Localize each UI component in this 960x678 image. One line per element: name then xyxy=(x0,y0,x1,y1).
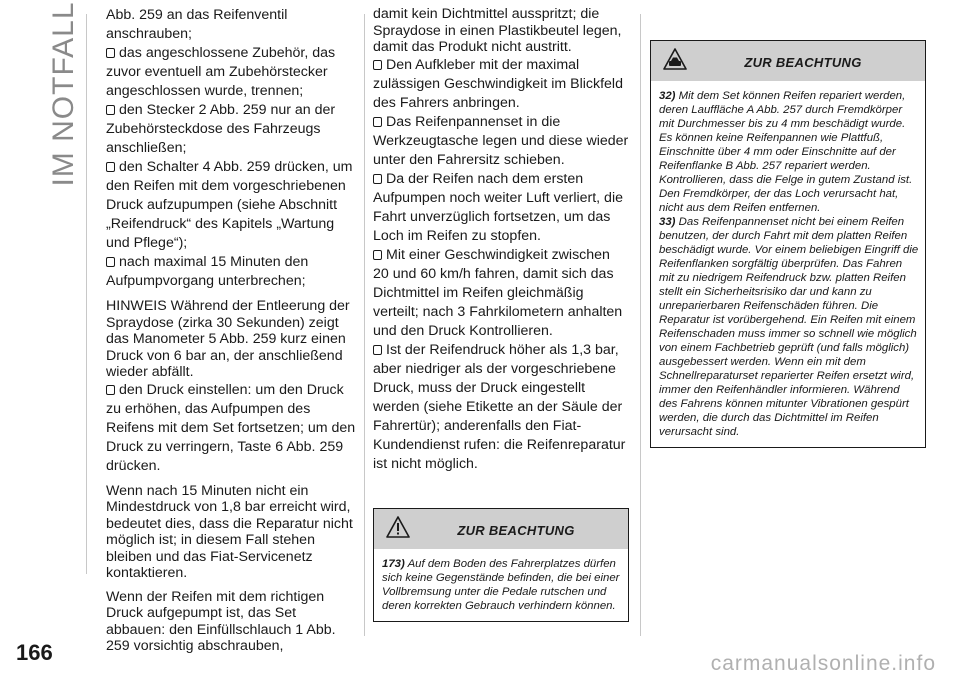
warning-box-header xyxy=(651,41,925,81)
list-item-text: den Stecker 2 Abb. 259 nur an der Zubehörsteckdose des Fahrzeugs anschließen; xyxy=(106,102,336,156)
bullet-icon xyxy=(373,60,382,70)
bullet-icon xyxy=(373,250,382,260)
column-divider xyxy=(86,14,87,574)
paragraph: Wenn nach 15 Minuten nicht ein Mindestdruck von 1,8 bar erreicht wird, bedeutet dies, dass die Reparatur nicht möglich ist; in diesem Fall stehen bleiben und das Fiat-Servicenetz kontaktieren. xyxy=(106,482,353,581)
list-item xyxy=(373,341,629,474)
bullet-icon xyxy=(106,48,115,58)
list-item xyxy=(106,101,356,158)
list-item-text: Da der Reifen nach dem ersten Aufpumpen noch weiter Luft verliert, die Fahrt unverzüglich fortsetzen, um das Loch im Reifen zu stopfen. xyxy=(373,170,623,244)
column-divider xyxy=(364,14,365,636)
bullet-icon xyxy=(106,257,115,267)
list-item xyxy=(373,113,629,170)
paragraph: damit kein Dichtmittel ausspritzt; die Spraydose in einen Plastikbeutel legen, damit das Produkt nicht austritt. xyxy=(373,6,622,55)
list-item-text: nach maximal 15 Minuten den Aufpumpvorgang unterbrechen; xyxy=(106,254,309,289)
note-text: Das Reifenpannenset nicht bei einem Reifen benutzen, der durch Fahrt mit dem platten Reifen beschädigt wurde. Vor einem beliebigen Eingriff die Reifenflanken sorgfältig überprüfen. Das Fahren mit zu niedrigem Reifendruck bzw. platten Reifen stellt ein Sicherheitsrisiko dar und kann zu unreparierbaren Reifenschäden führen. Die Reparatur ist vorübergehend. Ein Reifen mit einem Reifenschaden muss immer so schnell wie möglich von einem Fachbetrieb geprüft (und falls möglich) ausgebessert werden. Wenn ein mit dem Schnellreparaturset reparierter Reifen ersetzt wird, immer den Reifenhändler informieren. Während des Fahrens können mitunter Vibrationen gespürt werden, die durch das Dichtmittel im Reifen verursacht sind. xyxy=(659,216,919,438)
list-item-text: Den Aufkleber mit der maximal zulässigen Geschwindigkeit im Blickfeld des Fahrers anbringen. xyxy=(373,56,623,111)
text-column-3 xyxy=(650,40,926,448)
text-column-2 xyxy=(373,6,629,622)
text-column-1 xyxy=(106,6,356,655)
bullet-icon xyxy=(373,117,382,127)
bullet-icon xyxy=(106,162,115,172)
list-item-text: den Schalter 4 Abb. 259 drücken, um den Reifen mit dem vorgeschriebenen Druck aufzupumpen (siehe Abschnitt „Reifendruck“ des Kapitels „Wartung und Pflege“); xyxy=(106,159,353,251)
warning-box-header xyxy=(374,509,628,549)
list-item xyxy=(106,44,356,101)
warning-box xyxy=(373,508,629,622)
warning-box-title: ZUR BEACHTUNG xyxy=(744,55,862,70)
list-item-text: den Druck einstellen: um den Druck zu erhöhen, das Aufpumpen des Reifens mit dem Set fortsetzen; um den Druck zu verringern, Taste 6 Abb. 259 drücken. xyxy=(106,381,356,474)
paragraph: Abb. 259 an das Reifenventil anschrauben; xyxy=(106,7,288,42)
section-title xyxy=(44,1,84,187)
note-reference: 33) xyxy=(659,216,676,228)
watermark: carmanualsonline.info xyxy=(710,652,936,675)
column-divider xyxy=(640,14,641,636)
warning-box-title: ZUR BEACHTUNG xyxy=(457,522,575,538)
note-text: Auf dem Boden des Fahrerplatzes dürfen sich keine Gegenstände befinden, die bei einer Vollbremsung unter die Pedale rutschen und deren korrekten Gebrauch verhindern können. xyxy=(382,557,620,612)
list-item xyxy=(106,158,356,253)
note-reference: 32) xyxy=(659,90,676,102)
list-item-text: Das Reifenpannenset in die Werkzeugtasche legen und diese wieder unter den Fahrersitz schieben. xyxy=(373,113,629,168)
section-title-text: IM NOTFALL xyxy=(47,1,80,187)
list-item xyxy=(373,246,629,341)
bullet-icon xyxy=(373,174,382,184)
list-item-text: Ist der Reifendruck höher als 1,3 bar, aber niedriger als der vorgeschriebene Druck, muss der Druck eingestellt werden (siehe Etikette an der Säule der Fahrertür); anderenfalls den Fiat-Kundendienst rufen: die Reifenreparatur ist nicht möglich. xyxy=(373,341,626,472)
paragraph: HINWEIS Während der Entleerung der Spraydose (zirka 30 Sekunden) zeigt das Manometer 5 Abb. 259 kurz einen Druck von 6 bar an, der anschließend wieder abfällt. xyxy=(106,298,350,380)
bullet-icon xyxy=(373,345,382,355)
list-item xyxy=(106,381,356,476)
list-item-text: das angeschlossene Zubehör, das zuvor eventuell am Zubehörstecker angeschlossen wurde, trennen; xyxy=(106,45,336,99)
warning-box xyxy=(650,40,926,448)
list-item xyxy=(373,56,629,113)
bullet-icon xyxy=(106,385,115,395)
paragraph: Wenn der Reifen mit dem richtigen Druck aufgepumpt ist, das Set abbauen: den Einfüllschlauch 1 Abb. 259 vorsichtig abschrauben, xyxy=(106,588,336,654)
warning-box-body xyxy=(374,549,628,621)
bullet-icon xyxy=(106,105,115,115)
list-item xyxy=(106,253,356,291)
list-item xyxy=(373,170,629,246)
note-reference: 173) xyxy=(382,557,405,570)
note-text: Mit dem Set können Reifen repariert werden, deren Lauffläche A Abb. 257 durch Fremdkörper mit Durchmesser bis zu 4 mm beschädigt wurde. Es können keine Reifenpannen wie Plattfuß, Einschnitte über 4 mm oder Einschnitte auf der Reifenflanke B Abb. 257 repariert werden. Kontrollieren, dass die Felge in gutem Zustand ist. Den Fremdkörper, der das Loch verursacht hat, nicht aus dem Reifen entfernen. xyxy=(659,90,913,214)
list-item-text: Mit einer Geschwindigkeit zwischen 20 und 60 km/h fahren, damit sich das Dichtmittel im Reifen gleichmäßig verteilt; nach 3 Fahrkilometern anhalten und den Druck Kontrollieren. xyxy=(373,246,623,339)
warning-box-body xyxy=(651,81,925,447)
page-number: 166 xyxy=(16,640,53,665)
